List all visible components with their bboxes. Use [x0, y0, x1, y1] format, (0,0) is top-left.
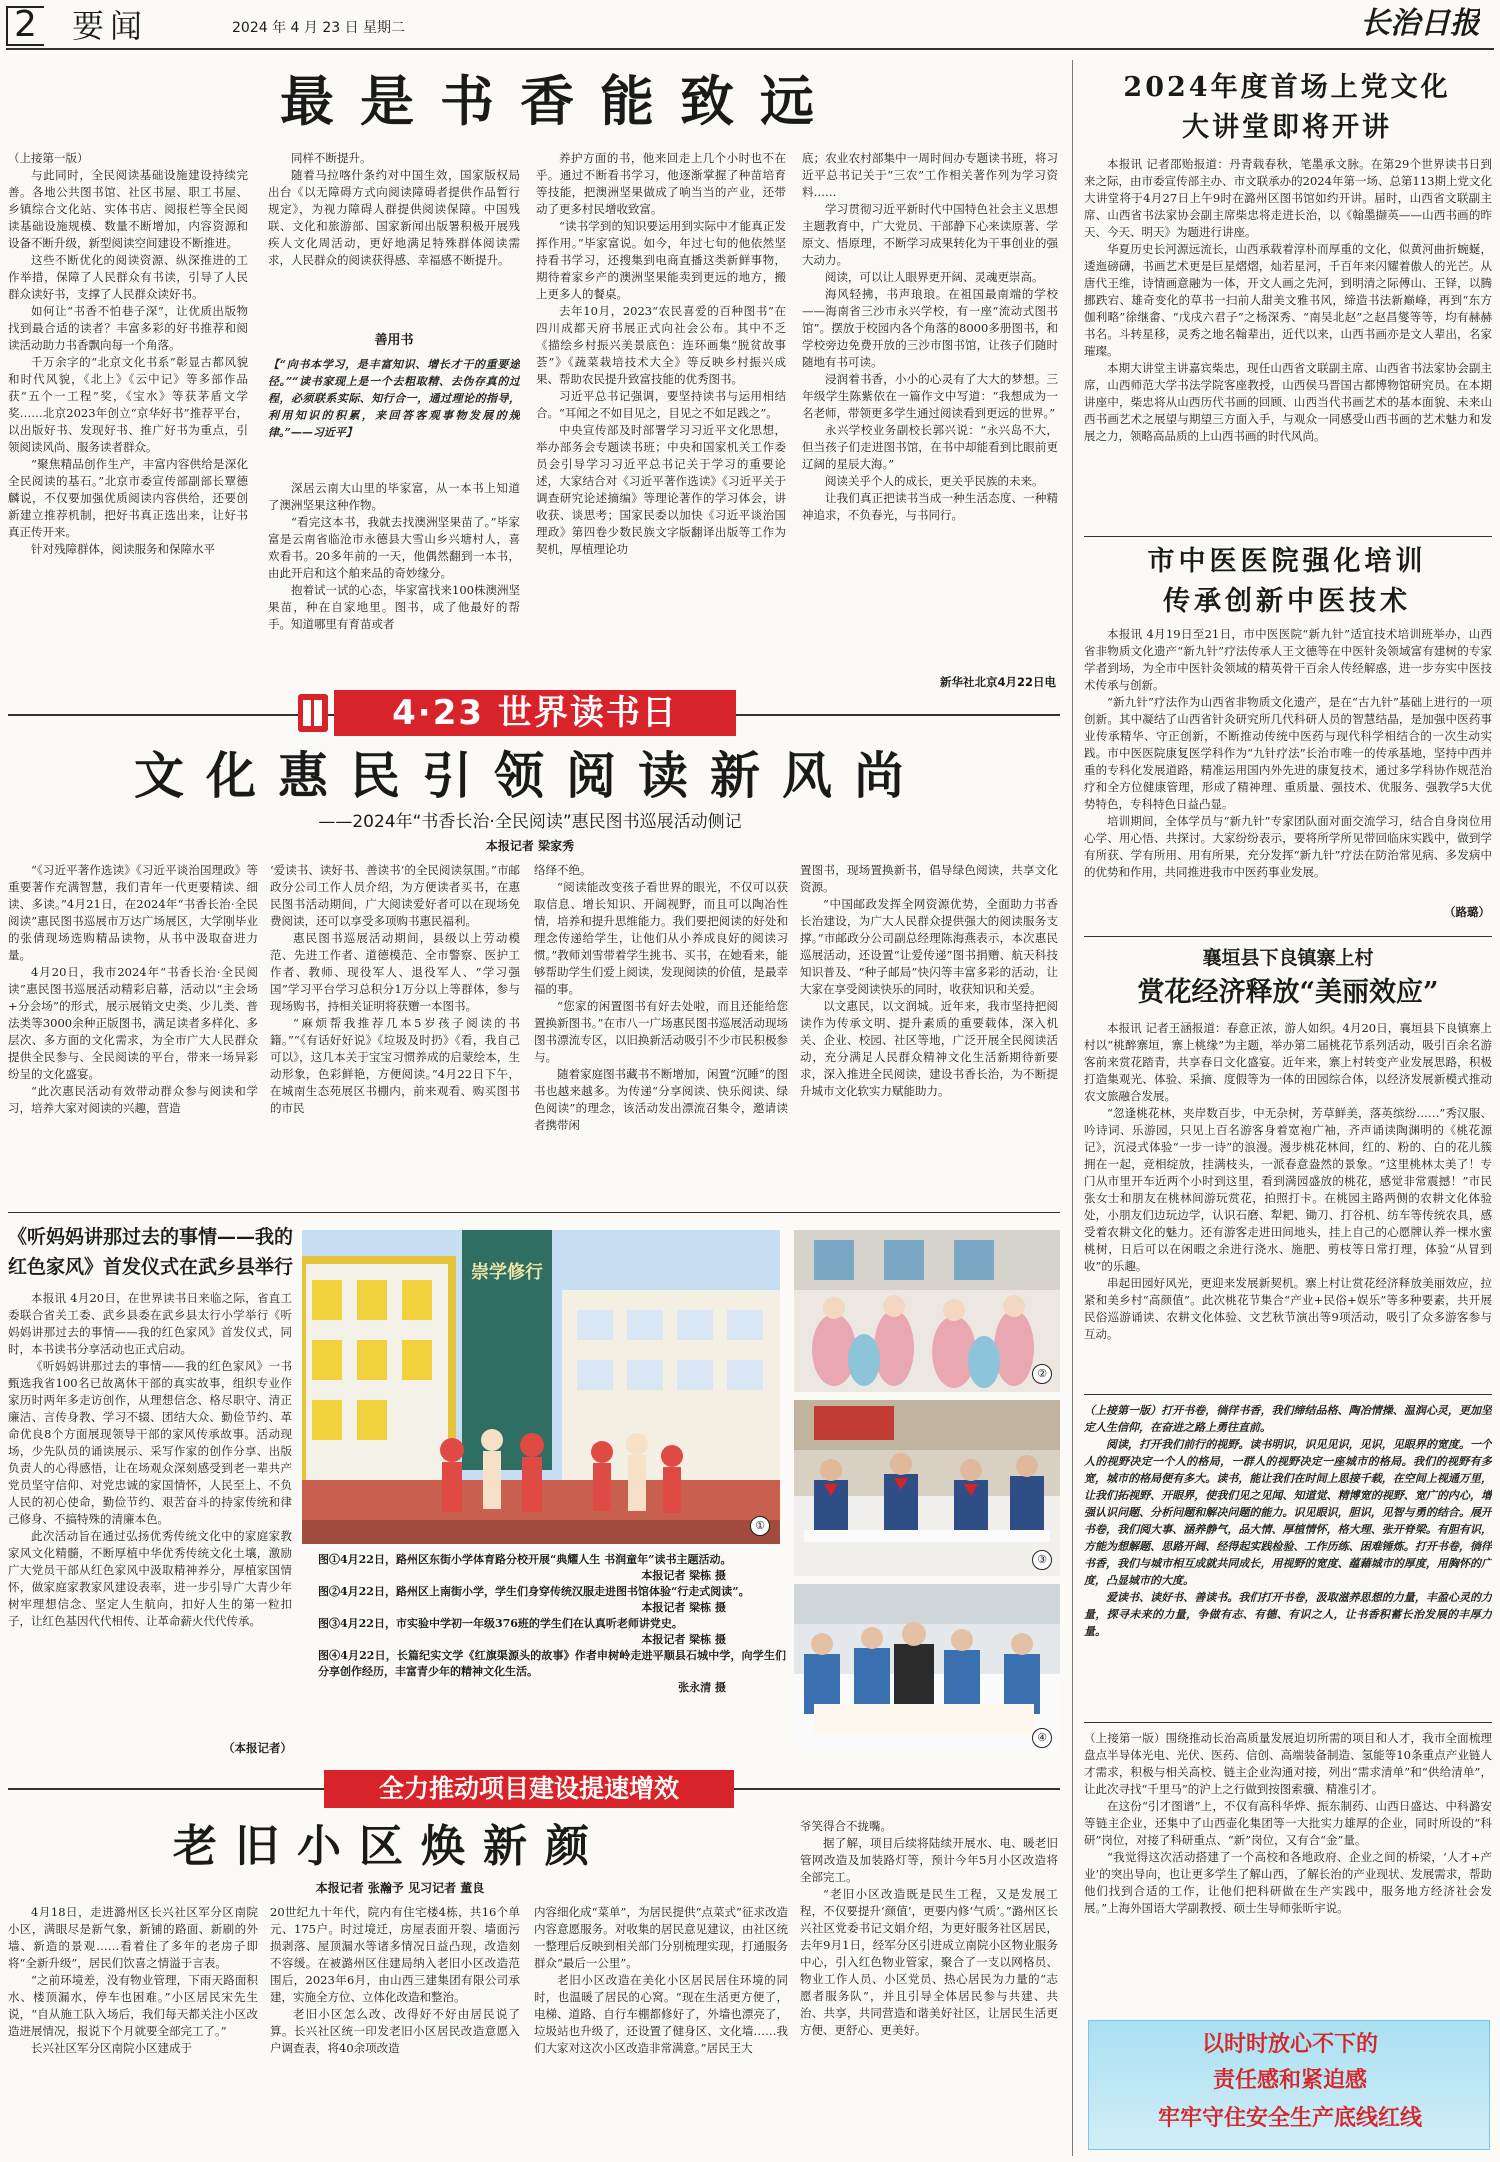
commentary-rule: [1084, 1722, 1492, 1723]
caption-1: 图①4月22日，路州区东街小学体育路分校开展“典耀人生 书润童年”读书主题活动。: [318, 1553, 732, 1566]
peach-kicker: 襄垣县下良镇寨上村: [1202, 947, 1374, 969]
caption-2-credit: 本报记者 梁栋 摄: [641, 1601, 726, 1614]
photo-1-sign: 崇学修行: [471, 1262, 543, 1283]
peach-rule: [1084, 1394, 1492, 1395]
project-banner: 全力推动项目建设提速增效: [324, 1770, 734, 1808]
tcm-rule: [1084, 936, 1492, 937]
feature-bottom-rule: [8, 1212, 1060, 1213]
lecture-rule: [1084, 536, 1492, 537]
commentary-body: （上接第一版）打开书卷，徜徉书香，我们缔结品格、陶冶情操、温润心灵，更加坚定人生信仰，在奋进之路上勇往直前。 阅读，打开我们前行的视野。读书明识，识见见识，见识，见眼界的宽度。一个人的视野决定一个人的格局，一群人的视野决定一座城市的格局。我们的视野有多宽，城市的格局便有多大。读书，能让我们在时间上思接千载，在空间上视通万里，让我们拓视野、开眼界，使我们见之见闻、知道觉、精博宽的视野、宽广的内心，增强认识问题、分析问题和解决问题的能力。识见眼识，胆识，见智与勇的结合。展开书卷，我们阅大事、涵养静气，品大情、厚植情怀，格大理、张开脊梁。有胆有识，方能为想解题、思路开阔、经得起实践检验、工作历练、困难锤炼。打开书卷，徜徉书香，我们与城市相互成就共同成长，用视野的宽度、蕴藉城市的厚度，用胸怀的广度，凸显城市的大度。 爱读书、读好书、善读书。我们打开书卷，汲取滋养思想的力量，丰盈心灵的力量，探寻未来的力量，争做有志、有德、有识之人，让书香积蓄长治发展的丰厚力量。: [1084, 1404, 1492, 1638]
lead-title: 最是书香能致远: [280, 69, 840, 133]
wuxiang-body: 本报讯 4月20日，在世界读书日来临之际，省直工委联合省关工委、武乡县委在武乡县太行小学举行《听妈妈讲那过去的事情——我的红色家风》首发仪式，同时，本书读书分享活动也正式启动。 《听妈妈讲那过去的事情——我的红色家风》一书甄选我省100名已故离休干部的真实故事，组织专业作家历时两年多走访创作，从理想信念、格尽职守、清正廉洁、言传身教、学习不辍、团结大众、勤俭节约、革命优良8个方面展现领导干部的家风传承故事。活动现场，少先队员的诵读展示、采写作家的创作分享、出版负责人的心得感悟，让在场观众深刻感受到老一辈共产党员坚守信仰、对党忠诚的家国情怀，人民至上、不负人民的初心使命，勤俭节约、艰苦奋斗的持家传统和律己修身、不搞特殊的清廉本色。 此次活动旨在通过弘扬优秀传统文化中的家庭家教家风文化精髓，不断厚植中华优秀传统文化土壤，激励广大党员干部从红色家风中汲取精神养分，厚植家国情怀，做家庭家教家风建设表率，进一步引导广大青少年树牢理想信念、坚定人生航向，扣好人生的第一粒扣子，让红色基因代代相传、让革命薪火代代传承。: [8, 1291, 292, 1628]
lead-quote: 【“向书本学习，是丰富知识、增长才干的重要途径。”“读书家现上是一个去粗取精、去伪存真的过程，必须联系实际、知行合一，通过理论的指导，利用知识的积累，来回答客观事物发展的规律。”——习近平】: [268, 358, 520, 439]
header-rule: [6, 48, 1494, 50]
feature-col-4: 置图书，现场置换新书，倡导绿色阅读，共享文化资源。 “中国邮政发挥全网资源优势，全面助力书香长治建设，为广大人民群众提供强大的阅读服务支撑。”市邮政分公司副总经理陈海燕表示，本次惠民巡展活动，还设置“让爱传递”图书捐赠、航天科技知识普及、“种子邮局”快闪等丰富多彩的活动，让大家在享受阅读快乐的同时，收获知识和关爱。 以文惠民，以文润城。近年来，我市坚持把阅读作为传承文明、提升素质的重要载体，深入机关、企业、校园、社区等地，广泛开展全民阅读活动，充分满足人民群众精神文化生活新期待新要求，深入推进全民阅读，建设书香长治，为不断提升城市文化软实力赋能助力。: [800, 863, 1058, 1098]
caption-2: 图②4月22日，路州区上南街小学，学生们身穿传统汉服走进图书馆体验“行走式阅读”。: [318, 1585, 750, 1598]
lecture-title: [1082, 68, 1492, 148]
safety-slogan-box: [1088, 2020, 1490, 2150]
feature-col-1: “《习近平著作选读》《习近平谈治国理政》等重要著作充满智慧，我们青年一代更要精读、细读、多读。”4月21日，在2024年“书香长治·全民阅读”惠民图书巡展市万达广场展区，大学刚毕业的张倩现场选购精品读物，从书中汲取奋进力量。 4月20日，我市2024年“书香长治·全民阅读”惠民图书巡展活动精彩启幕，活动以“主会场+分会场”的形式，展示展销文史类、少儿类、普法类等3000余种正版图书，满足读者多样化、多层次、多方面的文化需求，为全市广大人民群众提供全民参与、全民阅读的平台，带来一场异彩纷呈的文化盛宴。 “此次惠民活动有效带动群众参与阅读和学习，培养大家对阅读的兴趣，营造: [8, 863, 258, 1115]
photo-1-badge: ①: [750, 1516, 770, 1536]
wuxiang-title: [8, 1222, 294, 1282]
caption-3: 图③4月22日，市实验中学初一年级376班的学生们在认真听老师讲党史。: [318, 1617, 683, 1630]
issue-date: 2024 年 4 月 23 日 星期二: [232, 20, 406, 36]
lead-col-4: 底；农业农村部集中一周时间办专题读书班，将习近平总书记关于“三农”工作相关著作列为学习资料…… 学习贯彻习近平新时代中国特色社会主义思想主题教育中，广大党员、干部静下心来读原著、学原文、悟原理，不断学习成果转化为干事创业的强大动力。 阅读，可以让人眼界更开阔、灵魂更崇高。 海风轻拂，书声琅琅。在祖国最南端的学校——海南省三沙市永兴学校，有一座“流动式图书馆”。摆放于校园内各个角落的8000多册图书，和学校旁边免费开放的三沙市图书馆，让孩子们随时随地有书可读。 浸润着书香，小小的心灵有了大大的梦想。三年级学生陈紫依在一篇作文中写道：“我想成为一名老师，带领更多学生通过阅读看到更远的世界。” 永兴学校业务副校长郭兴说：“永兴岛不大，但当孩子们走进图书馆，在书中却能看到比眼前更辽阔的星辰大海。” 阅读关乎个人的成长，更关乎民族的未来。 让我们真正把读书当成一种生活态度、一种精神追求，不负春光，与书同行。: [802, 151, 1058, 522]
photo-3: [794, 1400, 1060, 1576]
safety-line-3: 牢牢守住安全生产底线红线: [1157, 2106, 1422, 2131]
feature-col-2: ‘爱读书、读好书、善读书’的全民阅读氛围。”市邮政分公司工作人员介绍，为方便读者买书，在惠民图书活动期间，广大阅读爱好者可以在现场免费阅读，还可以享受多项购书惠民福利。 惠民图书巡展活动期间，县级以上劳动模范、先进工作者、道德模范、全市警察、医护工作者、教师、现役军人、退役军人、“学习强国”学习平台学习总积分1万分以上等群体，参与现场购书，持相关证明将获赠一本图书。 “麻烦帮我推荐几本5岁孩子阅读的书籍。”“《有话好好说》《垃圾及时扔》《看，我自己可以》，这几本关于宝宝习惯养成的启蒙绘本，生动形象，色彩鲜艳，方便阅读。”4月22日下午，在城南生态苑展区书棚内，前来观看、购买图书的市民: [270, 863, 520, 1115]
page-header: [0, 0, 1500, 58]
oldcomm-byline: 本报记者 张瀚予 见习记者 董良: [315, 1881, 485, 1895]
lead-subhead: 善用书: [374, 333, 414, 348]
tcm-source: （路璐）: [1444, 905, 1490, 919]
reading-day-banner: 4·23 世界读书日: [334, 690, 736, 736]
photo-1: [302, 1230, 780, 1544]
page-number: 2: [14, 4, 37, 45]
lead-col-2: 同样不断提升。 随着马拉喀什条约对中国生效，国家版权局出台《以无障碍方式向阅读障碍者提供作品暂行规定》，为视力障碍人群提供阅读保障。中国残联、文化和旅游部、国家新闻出版署积极开展残疾人文化周活动，更好地满足特殊群体阅读需求，人民群众的阅读获得感、幸福感不断提升。 善用书 【“向书本学习，是丰富知识、增长才干的重要途径。”“读书家现上是一个去粗取精、去伪存真的过程，必须联系实际、知行合一，通过理论的指导，利用知识的积累，来回答客观事物发展的规律。”——习近平】 深居云南大山里的毕家富，从一本书上知道了澳洲坚果这种作物。 “看完这本书，我就去找澳洲坚果苗了。”毕家富是云南省临沧市永德县大雪山乡兴塘村人，喜欢看书。20多年前的一天，他偶然翻到一本书，由此开启和这个舶来品的奇妙缘分。 抱着试一试的心态，毕家富找来100株澳洲坚果苗，种在自家地里。图书，成了他最好的帮手。知道哪里有育苗或者: [268, 151, 520, 631]
peach-body: 本报讯 记者王涵报道：春意正浓，游人如织。4月20日，襄垣县下良镇寨上村以“桃醉寨垣，寨上桃缘”为主题，举办第二届桃花节系列活动，吸引百余名游客前来赏花踏青，共享春日文化盛宴。近年来，寨上村转变产业发展思路，积极打造集观光、体验、采摘、度假等为一体的田园综合体，以经济发展新模式推动农文旅融合发展。 “忽逢桃花林，夹岸数百步，中无杂树，芳草鲜美，落英缤纷……”秀汉服、吟诗词、乐游园，只见上百名游客身着宽袍广袖，齐声诵读陶渊明的《桃花源记》，沉浸式体验“一步一诗”的浪漫。漫步桃花林间，红的、粉的、白的花儿簇拥在一起，竞相绽放，挂满枝头，一派春意盎然的景象。“这里桃林太美了！专门从市里开车近两个小时到这里，看到满园盛放的桃花，感觉非常震撼！”市民张女士和朋友在桃林间游玩赏花，拍照打卡。在桃园主路两侧的农耕文化体验处，小朋友们边玩边学，认识石磨、犁耙、锄刀、打谷机、纺车等传统农具，感受着农耕文化的魅力。还有游客走进田间地头，挂上自己的心愿牌认养一棵水蜜桃树，日后可以在闲暇之余进行浇水、施肥、剪枝等日常打理，体验“从冒到收”的乐趣。 串起田园好风光，更迎来发展新契机。寨上村让赏花经济释放美丽效应，拉紧和美乡村“高颜值”。此次桃花节集合“产业+民俗+娱乐”等多种要素，共开展民俗巡游诵读、农耕文化体验、文艺秋节演出等9项活动，吸引了众多游客参与互动。: [1084, 1021, 1492, 1341]
section-name: 要闻: [72, 7, 149, 45]
caption-1-credit: 本报记者 梁栋 摄: [641, 1569, 726, 1582]
caption-3-credit: 本报记者 梁栋 摄: [641, 1633, 726, 1646]
lecture-title-line-1: 2024年度首场上党文化: [1123, 72, 1451, 103]
masthead: 长治日报: [1360, 6, 1480, 41]
oldcomm-col-3: 内容细化成“菜单”，为居民提供“点菜式”征求改造内容意愿服务。对收集的居民意见建议，由社区统一整理后反映到相关部门分别梳理实现，打通服务群众“最后一公里”。 老旧小区改造在美化小区居民居住环境的同时，也温暖了居民的心窝。“现在生活更方便了，电梯、道路、自行车棚都修好了，外墙也漂亮了，垃圾站也升级了，还设置了健身区、文化墙……我们大家对这次小区改造非常满意。”居民王大: [534, 1905, 788, 2055]
caption-4-credit: 张永清 摄: [678, 1681, 726, 1694]
tcm-title-line-2: 传承创新中医技术: [1163, 586, 1411, 617]
peach-title: 赏花经济释放“美丽效应”: [1137, 977, 1439, 1008]
wuxiang-source: （本报记者）: [223, 1741, 292, 1755]
continued-body: （上接第一版）围绕推动长治高质量发展迫切所需的项目和人才，我市全面梳理盘点半导体光电、光伏、医药、信创、高端装备制造、氢能等10条重点产业链人才需求，积极与相关高校、链主企业沟通对接，列出“需求清单”和“供给清单”，让此次寻找“千里马”的沪上之行做到按图索骥、精准引才。 在这份“引才图谱”上，不仅有高科华烨、振东制药、山西日盛达、中科潞安等链主企业，还集中了山西壶化集团等一大批实力雄厚的企业，同时所设的“科研”岗位，对接了科研重点、“新”岗位，又有合“金”量。 “我觉得这次活动搭建了一个高校和各地政府、企业之间的桥梁，‘人才+产业’的突出导向，也让更多学生了解山西，了解长治的产业现状、发展需求，帮助他们找到合适的工作，让他们把科研做在生产实践中，服务地方经济社会发展。”上海外国语大学副教授、硕士生导师张昕宇说。: [1084, 1731, 1492, 1915]
safety-line-1: 以时时放心不下的: [1201, 2032, 1378, 2057]
lecture-body: 本报讯 记者邵贻报道：丹青载春秋，笔墨承文脉。在第29个世界读书日到来之际，由市委宣传部主办、市文联承办的2024年第一场、总第113期上党文化大讲堂将于4月27日上午9时在潞州区图书馆如约开讲。届时，山西省文联副主席、山西省书法家协会副主席柴忠将走进长治，以《翰墨撷英——山西书画的昨天、今天、明天》为题进行讲座。 华夏历史长河源远流长，山西承载着淳朴而厚重的文化，似黄河曲折蜿蜒，逶迤磅礴，书画艺术更是巨星熠熠，灿若星河，千百年来闪耀着傲人的光芒。从唐代王维，诗情画意融为一体，开文人画之先河，到明清之际傅山、王铎，以腾挪跌宕、雄奇变化的草书一扫前人甜美文雅书风，缔造书法新巅峰，再到“东方伽利略”徐继畬、“戊戌六君子”之杨深秀、“南吴北赵”之赵昌燮等等，均有赫赫书名。斗转星移，灵秀之地名翰辈出，近代以来，山西书画亦是文人辈出，名家璀璨。 本期大讲堂主讲嘉宾柴忠，现任山西省文联副主席、山西省书法家协会副主席，山西师范大学书法学院客座教授，山西侯马晋国古都博物馆研究员。在本期讲座中，柴忠将从山西历代书画的回顾、山西当代书画艺术的基本面貌、未来山西书画艺术之展望与期望三方面入手，与观众一同感受山西书画的艺术魅力和发展之力，领略高品质的上山西书画的时代风尚。: [1084, 157, 1492, 443]
oldcomm-col-4: 爷笑得合不拢嘴。 据了解，项目后续将陆续开展水、电、暖老旧管网改造及加装路灯等，预计今年5月小区改造将全部完工。 “老旧小区改造既是民生工程，又是发展工程，不仅要提升‘颜值’，更要内修‘气质’。”潞州区长兴社区党委书记文娟介绍，为更好服务社区居民，去年9月1日，经军分区引进成立南院小区物业服务中心，引入红色物业管家，聚合了一支以网格员、物业工作人员、小区党员、热心居民为力量的“志愿者服务队”，并且引导全体居民参与共建、共治、共享，共同营造和谐美好社区，让居民生活更方便、更舒心、更美好。: [800, 1819, 1058, 2037]
feature-title: 文化惠民引领阅读新风尚: [134, 746, 926, 805]
lead-col-1: （上接第一版） 与此同时，全民阅读基础设施建设持续完善。各地公共图书馆、社区书屋、职工书屋、乡镇综合文化站、实体书店、阅报栏等全民阅读基础设施规模、数量不断增加，内容资源和设备不断升级，新型阅读空间建设不断推进。 这些不断优化的阅读资源、纵深推进的工作举措，保障了人民群众有书读，引导了人民群众读好书，支撑了人民群众读好书。 如何让“书香不怕巷子深”，让优质出版物找到最合适的读者？丰富多彩的好书推荐和阅读活动助力书香飘向每一个角落。 千万余字的“北京文化书系”彰显古都风貌和时代风貌，《北上》《云中记》等多部作品获“五个一工程”奖，《宝水》等获茅盾文学奖……北京2023年创立“京华好书”推荐平台，以出版好书、发现好书、推广好书为重点，引领阅读风尚、服务读者群众。 “聚焦精品创作生产，丰富内容供给是深化全民阅读的基石。”北京市委宣传部副部长覃德麟说，不仅要加强优质阅读内容供给，还要创新建立推荐机制，把好书真正选出来，让好书真正传开来。 针对残障群体，阅读服务和保障水平: [8, 151, 248, 556]
oldcomm-col-2: 20世纪九十年代，院内有住宅楼4栋，共16个单元、175户。时过境迁，房屋表面开裂、墙面污损剥落、屋顶漏水等诸多情况日益凸现，改造刻不容缓。在被潞州区住建局纳入老旧小区改造范围后，2023年6月，由山西三建集团有限公司承建，实施全方位、立体化改造和整治。 老旧小区怎么改、改得好不好由居民说了算。长兴社区统一印发老旧小区居民改造意愿入户调查表，将40余项改造: [270, 1905, 520, 2055]
tcm-body: 本报讯 4月19日至21日，市中医医院“新九针”适宜技术培训班举办，山西省非物质文化遗产“新九针”疗法传承人王文德等在中医针灸领域富有建树的专家学者到场，为全市中医针灸领域的精英骨干百余人传经解惑，进一步夯实中医技术传承与创新。 “新九针”疗法作为山西省非物质文化遗产，是在“古九针”基础上进行的一项创新。其中凝结了山西省针灸研究所几代科研人员的智慧结晶，是加强中医药事业传承精华、守正创新，不断推动传统中医药与现代科学相结合的一次生动实践。市中医医院康复医学科作为“九针疗法”长治市唯一的传承基地，坚持中西并重的专科化发展道路，精准运用国内外先进的康复技术，通过多学科协作规范治疗和全方位健康管理，形成了精神理、重质量、强技术、优服务、强教学5大优势特色，专科特色日益凸显。 培训期间，全体学员与“新九针”专家团队面对面交流学习，结合自身岗位用心学、用心悟、共探讨。大家纷纷表示，要将所学所见带回临床实践中，做到学有所获、学有所用、用有所果，充分发挥“新九针”疗法在防治常见病、多发病中的优势和作用，共同推进我市中医药事业发展。: [1084, 627, 1492, 879]
wuxiang-title-line-1: 《听妈妈讲那过去的事情——我的: [8, 1226, 294, 1248]
photo-2: [794, 1230, 1060, 1392]
tcm-title-line-1: 市中医医院强化培训: [1147, 546, 1427, 577]
oldcomm-title: 老旧小区焕新颜: [173, 1821, 607, 1872]
wuxiang-title-line-2: 红色家风》首发仪式在武乡县举行: [8, 1256, 294, 1278]
photo-captions: [318, 1552, 786, 1758]
feature-col-3: 络绎不绝。 “阅读能改变孩子看世界的眼光，不仅可以获取信息、增长知识、开阔视野，而且可以陶冶性情，培养和提升思维能力。我们要把阅读的好处和理念传递给学生，让他们从小养成良好的阅读习惯。”教师刘雪带着学生挑书、买书，在她看来，能够帮助学生们爱上阅读，发现阅读的价值，是最幸福的事。 “您家的闲置图书有好去处啦，而且还能给您置换新图书。”在市八一广场惠民图书巡展活动现场图书漂流专区，以旧换新活动吸引不少市民积极参与。 随着家庭图书藏书不断增加，闲置“沉睡”的图书也越来越多。为传递“分享阅读、快乐阅读、绿色阅读”的理念，该活动发出漂流召集令，邀请读者携带闲: [534, 863, 788, 1132]
oldcomm-col-1: 4月18日，走进潞州区长兴社区军分区南院小区，满眼尽是新气象，新铺的路面、新刷的外墙、新造的景观……看着住了多年的老房子即将“全新升级”，居民们饮喜之情溢于言表。 “之前环境差，没有物业管理，下雨天路面积水、楼顶漏水，停车也困难。”小区居民宋先生说，“自从施工队入场后，我们每天都关注小区改造进展情况，报说下个月就要全部完工了。” 长兴社区军分区南院小区建成于: [8, 1905, 258, 2055]
lecture-title-line-2: 大讲堂即将开讲: [1182, 112, 1392, 143]
photo-2-badge: ②: [1032, 1364, 1052, 1384]
photo-4-badge: ④: [1032, 1728, 1052, 1748]
caption-4: 图④4月22日，长篇纪实文学《红旗渠源头的故事》作者申树岭走进平顺县石城中学，向学生们分享创作经历，丰富青少年的精神文化生活。: [318, 1649, 786, 1678]
lead-col-3: 养护方面的书，他来回走上几个小时也不在乎。通过不断看书学习，他逐渐掌握了种苗培育等技能，把澳洲坚果做成了响当当的产业，还带动了更多村民增收致富。 “读书学到的知识要运用到实际中才能真正发挥作用。”毕家富说。如今，年过七旬的他依然坚持看书学习，还搜集到电商直播这类新鲜事物，期待着家乡产的澳洲坚果能卖到更远的地方，搬上更多人的餐桌。 去年10月，2023“农民喜爱的百种图书”在四川成都天府书展正式向社会公布。其中不乏《描绘乡村振兴美景底色：连环画集“脱贫故事荟”》《蔬菜栽培技术大全》等反映乡村振兴成果、帮助农民提升致富技能的优秀图书。 习近平总书记强调，要坚持读书与运用相结合。“耳闻之不如目见之，目见之不如足践之”。 中央宣传部及时部署学习习近平文化思想，举办部务会专题读书班；中央和国家机关工作委员会引导学习习近平总书记关于学习的重要论述，大家结合对《习近平著作选读》《习近平关于调查研究论述摘编》等理论著作的学习体会，讲收获、谈思考；国家民委以加快《习近平谈治国理政》第四卷少数民族文字版翻译出版等工作为契机，厚植理论功: [536, 151, 786, 556]
lead-source: 新华社北京4月22日电: [939, 675, 1056, 689]
feature-byline: 本报记者 梁家秀: [485, 839, 575, 853]
feature-subtitle: ——2024年“书香长治·全民阅读”惠民图书巡展活动侧记: [318, 812, 742, 832]
right-column-divider: [1072, 60, 1073, 2156]
book-icon: [298, 694, 328, 732]
tcm-title: [1082, 542, 1492, 622]
safety-line-2: 责任感和紧迫感: [1212, 2068, 1367, 2093]
photo-3-badge: ③: [1032, 1550, 1052, 1570]
photo-4: [794, 1584, 1060, 1754]
